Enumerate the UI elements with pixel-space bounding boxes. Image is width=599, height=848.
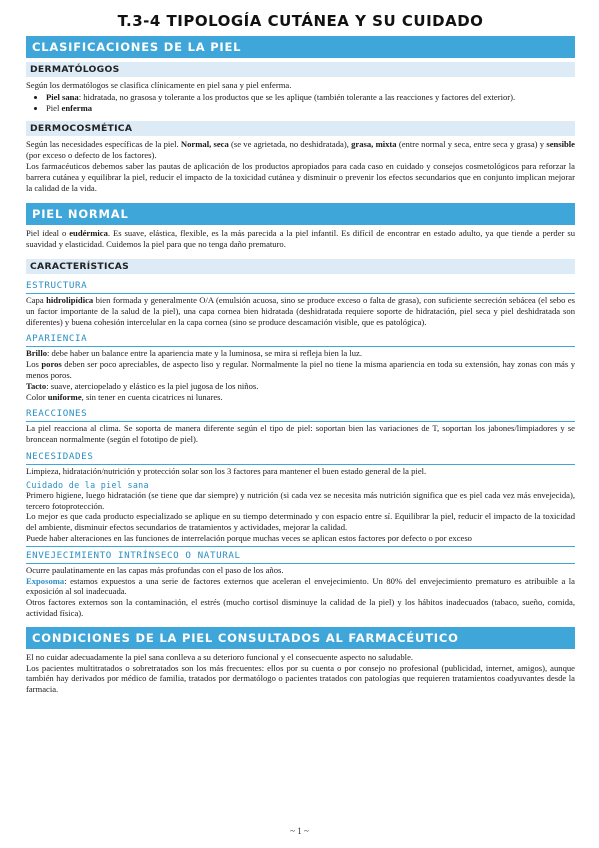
document-page — [26, 12, 575, 695]
document-title: T.3-4 TIPOLOGÍA CUTÁNEA Y SU CUIDADO — [117, 12, 484, 30]
apariencia-brillo: Brillo: debe haber un balance entre la apariencia mate y la luminosa, se mira si refleja bien la luz. — [26, 348, 362, 359]
divider-estructura — [26, 293, 575, 294]
cuidado-paragraph-1: Primero higiene, luego hidratación (se tiene que dar siempre) y nutrición (si cada vez se necesita más nutrición significa que es piel cada vez más envejecida), tercero fotoprotección. — [26, 489, 575, 511]
divider-cuidado — [26, 546, 575, 547]
cuidado-paragraph-3: Puede haber alteraciones en las funciones de interrelación porque muchas veces se aplican estos factores por defecto o por exceso — [26, 532, 472, 543]
page-number: ~ 1 ~ — [290, 826, 309, 836]
divider-envejecimiento — [26, 563, 575, 564]
condiciones-paragraph-2: Los pacientes multitratados o sobretratados son los más frecuentes: ellos por su cuenta o por consejo no profesional (publicidad, internet, amigos), aunque también hay derivados por médico de familia, tratados por dermatólogo o pacientes tratados con patologías que requieren tratamientos coadyuvantes desde la farmacia. — [26, 662, 575, 695]
piel-normal-paragraph: Piel ideal o eudérmica. Es suave, elástica, flexible, es la más parecida a la piel infantil. Es difícil de encontrar en estado adulto, ya que tiende a perder su suavidad y elasticidad. Cuidemos la piel para que no tenga daño prematuro. — [26, 228, 575, 250]
apariencia-tacto: Tacto: suave, aterciopelado y elástico es la piel jugosa de los niños. — [26, 380, 259, 391]
piel-enferma-prefix: Piel — [46, 102, 62, 113]
envejecimiento-paragraph-1: Ocurre paulatinamente en las capas más profundas con el paso de los años. — [26, 564, 284, 575]
heading-reacciones: REACCIONES — [26, 408, 88, 420]
cuidado-paragraph-2: Lo mejor es que cada producto especializado se aplique en su tiempo determinado y con espacio entre sí. Equilibrar la piel, reducir el impacto de la toxicidad del ambiente, disminuir efectos secundarios de tratamientos y actividades, mejorar la calidad. — [26, 511, 575, 533]
heading-cuidado-piel-sana: Cuidado de la piel sana — [26, 479, 149, 490]
section-band-condiciones: CONDICIONES DE LA PIEL CONSULTADOS AL FARMACÉUTICO — [26, 627, 575, 649]
piel-sana-label: Piel sana — [46, 91, 79, 102]
heading-estructura: ESTRUCTURA — [26, 279, 88, 291]
piel-normal-intro — [26, 228, 575, 250]
condiciones-body — [26, 652, 575, 695]
heading-envejecimiento: ENVEJECIMIENTO INTRÍNSECO O NATURAL — [26, 549, 241, 561]
dermocosmetica-body — [26, 139, 575, 193]
dermatologos-list — [26, 92, 575, 114]
envejecimiento-paragraph-2: Exposoma: estamos expuestos a una serie de factores externos que aceleran el envejecimiento. Un 80% del envejecimiento prematuro es atribuible a la exposición al sol inadecuada. — [26, 575, 575, 597]
section-band-piel-normal: PIEL NORMAL — [26, 203, 575, 225]
heading-apariencia: APARIENCIA — [26, 333, 88, 345]
dermocosmetica-paragraph-2: Los farmacéuticos debemos saber las pautas de aplicación de los productos apropiados para cada caso en cuidado y consejos cosmetológicos para reforzar la barrera cutánea y equilibrar la piel, reducir el impacto de la toxicidad cutánea y disminuir o prevenir los efectos secundarios que en conjunto implican mejorar la calidad de la vida. — [26, 160, 575, 193]
list-item-piel-sana — [46, 92, 575, 103]
list-item-piel-enferma — [46, 103, 575, 114]
dermocosmetica-paragraph-1: Según las necesidades específicas de la piel. Normal, seca (se ve agrietada, no deshidratada), grasa, mixta (entre normal y seca, entre seca y grasa) y sensible (por exceso o defecto de los factores). — [26, 139, 575, 161]
estructura-paragraph: Capa hidrolipídica bien formada y generalmente O/A (emulsión acuosa, sino se produce exceso o falta de grasa), con suficiente secreción sebácea (el sebo es un factor importante de la salud de la piel), una capa cornea bien hidratada (deshidratada requiere soporte de hidratación, piel seca y piel deshidratada son diferentes) y buena cohesión intercelular en la capa cornea (sino se produce descamación visible, que es patológica). — [26, 294, 575, 327]
dermatologos-body — [26, 80, 575, 113]
dermatologos-intro: Según los dermatólogos se clasifica clínicamente en piel sana y piel enferma. — [26, 80, 292, 90]
reacciones-paragraph: La piel reacciona al clima. Se soporta de manera diferente según el tipo de piel: soportan bien las variaciones de T, soportan los jabones/limpiadores y se broncean normalmente (según el fototipo de piel). — [26, 423, 575, 445]
subheading-dermocosmetica: DERMOCOSMÉTICA — [26, 121, 575, 136]
apariencia-color: Color uniforme, sin tener en cuenta cicatrices ni lunares. — [26, 391, 223, 402]
necesidades-paragraph: Limpieza, hidratación/nutrición y protección solar son los 3 factores para mantener el buen estado general de la piel. — [26, 465, 427, 476]
condiciones-paragraph-1: El no cuidar adecuadamente la piel sana conlleva a su deterioro funcional y el consecuente aspecto no saludable. — [26, 651, 414, 662]
envejecimiento-paragraph-3: Otros factores externos son la contaminación, el estrés (mucho cortisol disminuye la calidad de la piel) y los hábitos inadecuados (tabaco, sueño, comida, actividad física). — [26, 597, 575, 618]
divider-apariencia — [26, 346, 575, 347]
heading-necesidades: NECESIDADES — [26, 450, 94, 462]
piel-sana-text: : hidratada, no grasosa y tolerante a los productos que se les aplique (también tolerante a las reacciones y factores del exterior). — [78, 91, 516, 102]
section-band-clasificaciones: CLASIFICACIONES DE LA PIEL — [26, 36, 575, 58]
piel-enferma-label: enferma — [61, 102, 93, 113]
divider-necesidades — [26, 464, 575, 465]
divider-reacciones — [26, 421, 575, 422]
apariencia-poros: Los poros deben ser poco apreciables, de aspecto liso y regular. Normalmente la piel no tiene la misma apariencia en toda su extensión, hay zonas con más y menos poros. — [26, 359, 575, 380]
subheading-dermatologos: DERMATÓLOGOS — [26, 62, 575, 77]
subheading-caracteristicas: CARACTERÍSTICAS — [26, 259, 575, 274]
